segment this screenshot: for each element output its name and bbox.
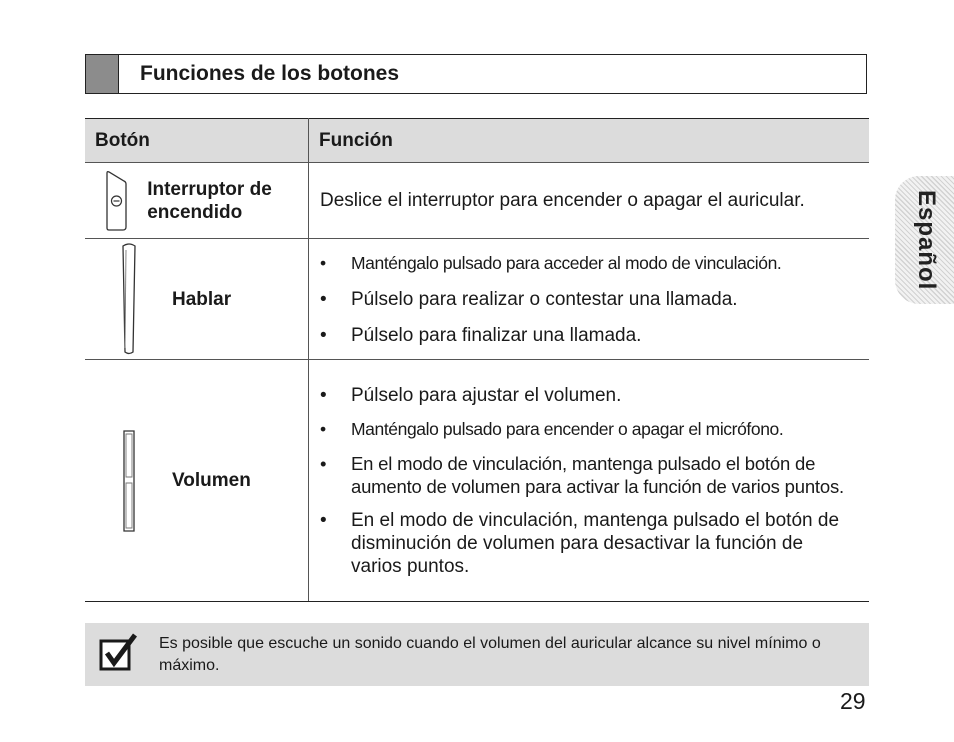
header-function: Función (309, 119, 870, 163)
checkbox-checked-icon (99, 633, 145, 676)
button-label-talk: Hablar (172, 288, 232, 310)
section-title: Funciones de los botones (140, 62, 400, 85)
section-header-marker (86, 55, 119, 93)
function-text-power: Deslice el interruptor para encender o apagar el auricular. (320, 190, 805, 211)
list-item: • En el modo de vinculación, mantenga pulsado el botón de disminución de volumen para desactivar la función de varios puntos. (320, 509, 863, 578)
list-item: • Manténgalo pulsado para encender o apagar el micrófono. (320, 418, 863, 441)
table-header-row (85, 119, 869, 163)
note-text: Es posible que escuche un sonido cuando el volumen del auricular alcance su nivel mínimo o máximo. (159, 634, 821, 674)
list-item: • Púlselo para finalizar una llamada. (320, 324, 863, 347)
button-cell (85, 360, 309, 602)
button-cell (85, 239, 309, 360)
table-row-power (85, 163, 869, 239)
talk-function-list (320, 252, 863, 347)
button-label-volume: Volumen (172, 470, 251, 491)
header-button: Botón (85, 119, 309, 163)
button-cell (85, 163, 309, 239)
language-tab (895, 176, 954, 304)
button-functions-table (85, 118, 869, 602)
function-cell (309, 239, 870, 360)
section-header (85, 54, 867, 94)
page-number: 29 (840, 688, 866, 714)
table-row-talk (85, 239, 869, 360)
language-tab-label: Español (913, 189, 940, 291)
volume-button-icon (85, 429, 172, 533)
note-box (85, 623, 869, 686)
volume-function-list (320, 384, 863, 578)
talk-button-icon (85, 242, 172, 356)
list-item: • Manténgalo pulsado para acceder al modo de vinculación. (320, 252, 863, 275)
list-item: • Púlselo para realizar o contestar una llamada. (320, 288, 863, 311)
power-switch-icon (85, 170, 147, 232)
table-row-volume (85, 360, 869, 602)
function-cell (309, 163, 870, 239)
list-item: • Púlselo para ajustar el volumen. (320, 384, 863, 407)
list-item: • En el modo de vinculación, mantenga pulsado el botón de aumento de volumen para activar la función de varios puntos. (320, 452, 863, 498)
function-cell (309, 360, 870, 602)
button-label-power: Interruptor de encendido (147, 178, 272, 223)
